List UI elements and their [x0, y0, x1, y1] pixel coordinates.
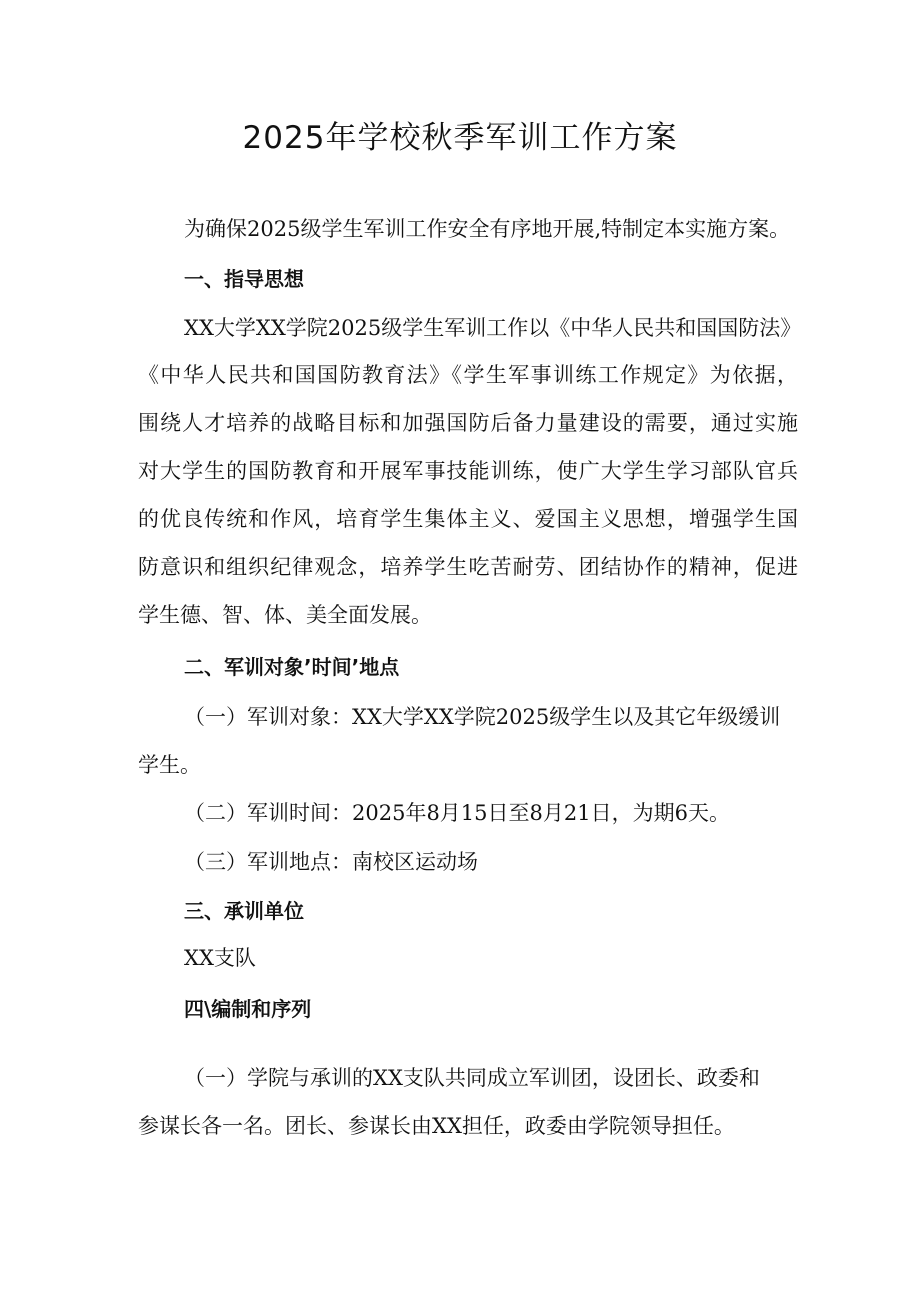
section-3-body: XX支队: [184, 946, 256, 970]
section-4-heading: 四\编制和序列: [184, 997, 312, 1021]
section-3-heading: 三、承训单位: [184, 899, 304, 923]
section-1-line: XX大学XX学院2025级学生军训工作以《中华人民共和国国防法》: [184, 316, 802, 340]
section-2-item-1: （一）军训对象：XX大学XX学院2025级学生以及其它年级缓训: [184, 705, 781, 729]
section-2-item-2: （二）军训时间：2025年8月15日至8月21日，为期6天。: [184, 801, 730, 825]
document-title: 2025年学校秋季军训工作方案: [242, 120, 678, 156]
section-4-item-1: （一）学院与承训的XX支队共同成立军训团，设团长、政委和: [184, 1066, 760, 1090]
section-1-line: 对大学生的国防教育和开展军事技能训练，使广大学生学习部队官兵: [138, 459, 798, 483]
section-2-heading: 二、军训对象’时间’地点: [184, 655, 400, 679]
section-1-line: 《中华人民共和国国防教育法》《学生军事训练工作规定》为依据，: [138, 363, 798, 387]
section-2-item-3: （三）军训地点：南校区运动场: [184, 850, 478, 874]
section-1-line: 的优良传统和作风，培育学生集体主义、爱国主义思想，增强学生国: [138, 507, 798, 531]
intro-paragraph: 为确保2025级学生军训工作安全有序地开展,特制定本实施方案。: [184, 217, 791, 241]
section-1-heading: 一、指导思想: [184, 267, 304, 291]
section-1-line: 围绕人才培养的战略目标和加强国防后备力量建设的需要，通过实施: [138, 411, 798, 435]
section-2-item-1-continued: 学生。: [138, 753, 201, 777]
section-1-line: 防意识和组织纪律观念，培养学生吃苦耐劳、团结协作的精神，促进: [138, 555, 798, 579]
section-4-item-1-continued: 参谋长各一名。团长、参谋长由XX担任，政委由学院领导担任。: [138, 1114, 735, 1138]
section-1-line: 学生德、智、体、美全面发展。: [138, 603, 432, 627]
